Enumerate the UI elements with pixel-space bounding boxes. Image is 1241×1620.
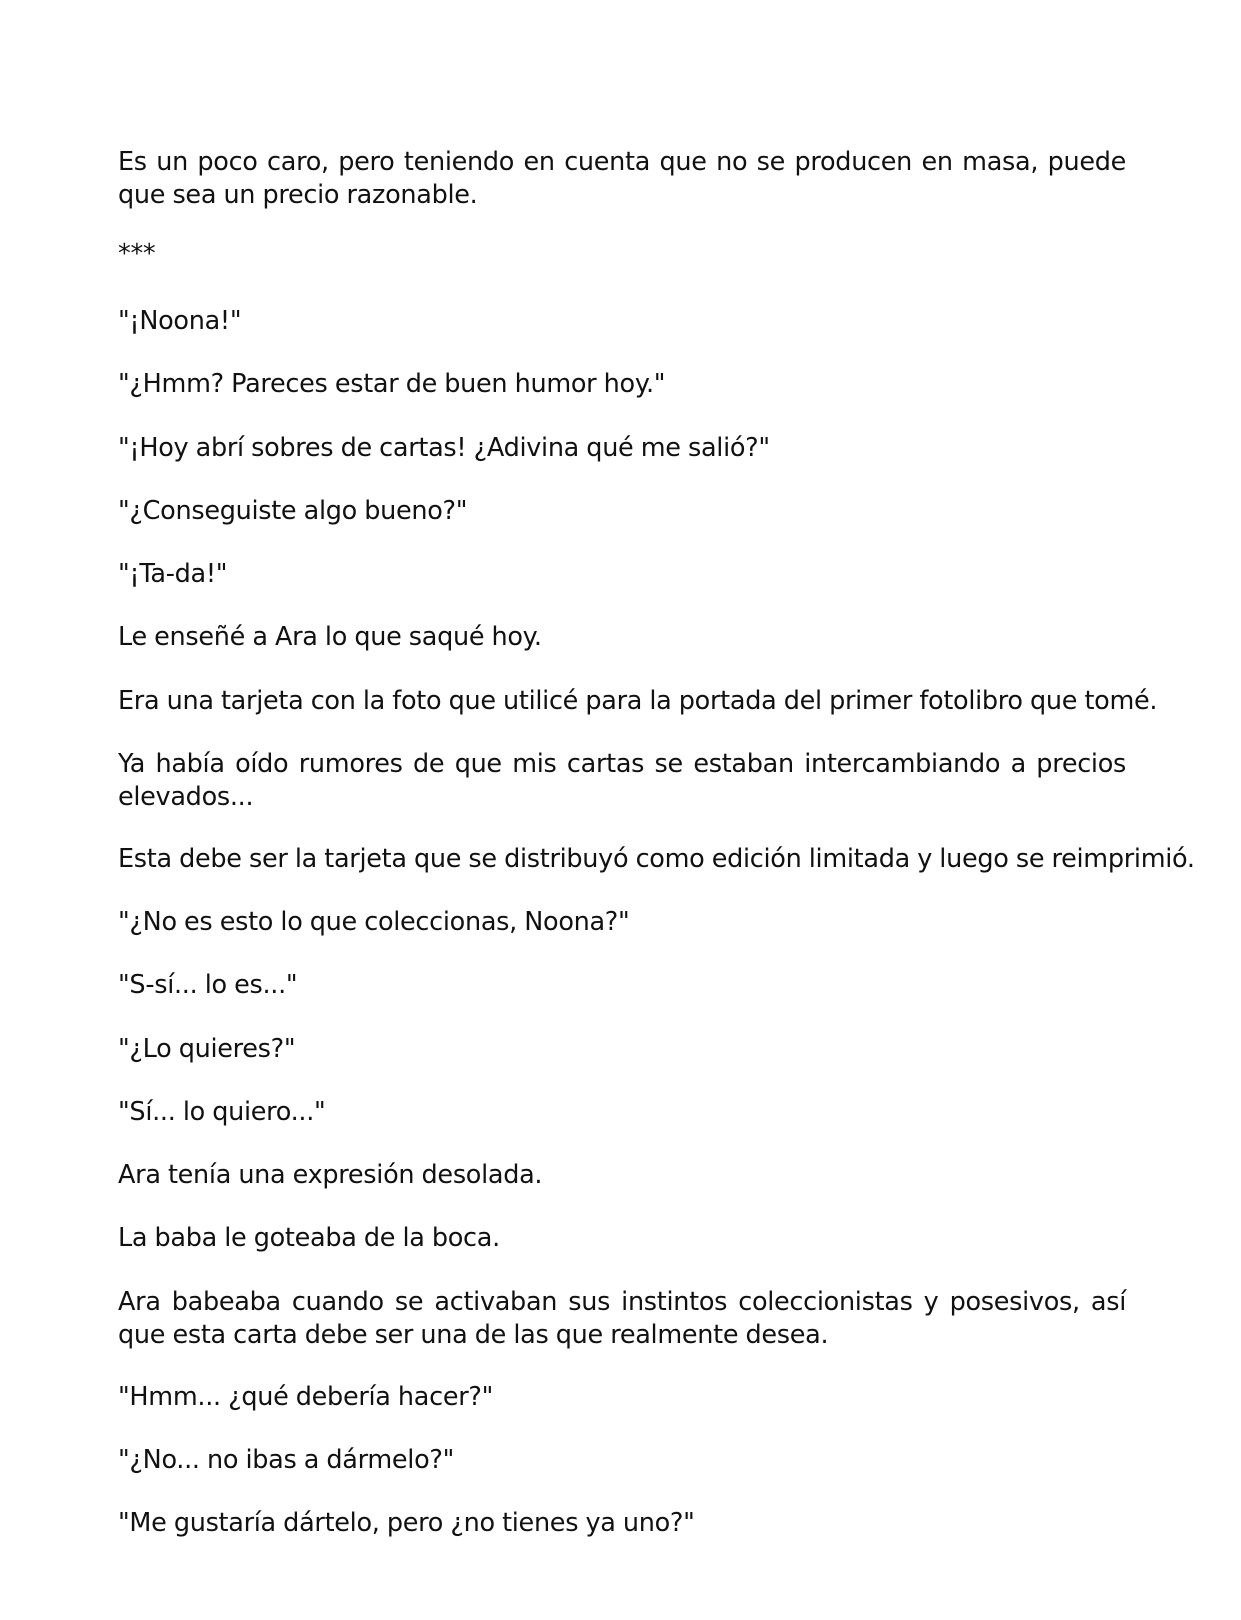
paragraph: Es un poco caro, pero teniendo en cuenta que no se producen en masa, puede que sea un precio razonable. <box>118 147 1126 210</box>
dialogue-line: "¿Hmm? Pareces estar de buen humor hoy." <box>118 369 666 399</box>
dialogue-line: "Hmm... ¿qué debería hacer?" <box>118 1382 494 1412</box>
dialogue-line: "¡Hoy abrí sobres de cartas! ¿Adivina qué me salió?" <box>118 433 770 463</box>
dialogue-line: "¿Lo quieres?" <box>118 1034 296 1064</box>
dialogue-line: "¿No es esto lo que coleccionas, Noona?" <box>118 907 630 937</box>
paragraph: Era una tarjeta con la foto que utilicé para la portada del primer fotolibro que tomé. <box>118 686 1158 716</box>
paragraph: Esta debe ser la tarjeta que se distribuyó como edición limitada y luego se reimprimió. <box>118 844 1195 874</box>
paragraph: Ara babeaba cuando se activaban sus instintos coleccionistas y posesivos, así que esta carta debe ser una de las que realmente desea. <box>118 1287 1126 1350</box>
dialogue-line: "Sí... lo quiero..." <box>118 1097 326 1127</box>
dialogue-line: "Me gustaría dártelo, pero ¿no tienes ya uno?" <box>118 1508 695 1538</box>
paragraph: La baba le goteaba de la boca. <box>118 1223 500 1253</box>
paragraph: Le enseñé a Ara lo que saqué hoy. <box>118 622 542 652</box>
dialogue-line: "¿No... no ibas a dármelo?" <box>118 1445 455 1475</box>
dialogue-line: "S-sí... lo es..." <box>118 970 298 1000</box>
paragraph: Ya había oído rumores de que mis cartas se estaban intercambiando a precios elevados... <box>118 749 1126 812</box>
dialogue-line: "¿Conseguiste algo bueno?" <box>118 496 468 526</box>
dialogue-line: "¡Ta-da!" <box>118 559 228 589</box>
paragraph: Ara tenía una expresión desolada. <box>118 1160 543 1190</box>
scene-break: *** <box>118 239 156 269</box>
dialogue-line: "¡Noona!" <box>118 306 242 336</box>
